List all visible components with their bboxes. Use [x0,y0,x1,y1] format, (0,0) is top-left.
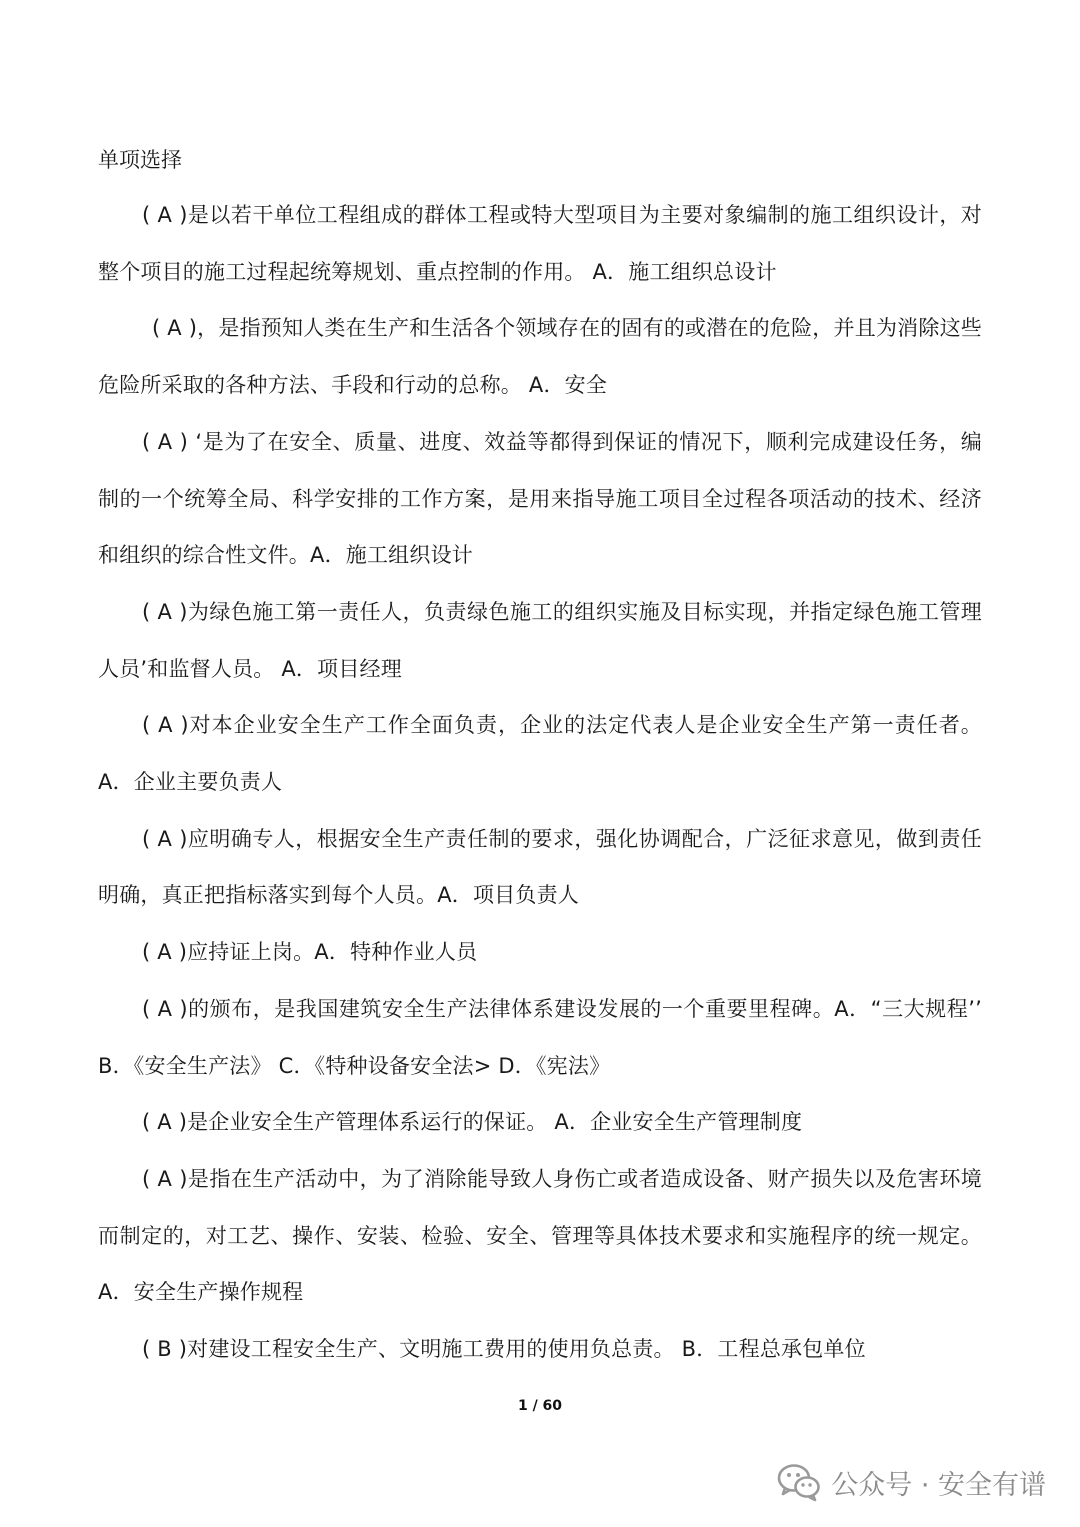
watermark-text: 公众号 · 安全有谱 [831,1469,1046,1501]
question-item: ( A )为绿色施工第一责任人，负责绿色施工的组织实施及目标实现，并指定绿色施工管理人员’和监督人员。 A．项目经理 [98,599,982,681]
question-item: ( A )应持证上岗。A．特种作业人员 [142,940,478,965]
question-item: ( A )对本企业安全生产工作全面负责，企业的法定代表人是企业安全生产第一责任者。A．企业主要负责人 [98,713,982,795]
question-list [98,187,982,1378]
question-item: ( A )，是指预知人类在生产和生活各个领域存在的固有的或潜在的危险，并且为消除这些危险所采取的各种方法、手段和行动的总称。 A．安全 [98,316,982,398]
wechat-icon [777,1462,821,1502]
page-number: 1 / 60 [517,1398,563,1414]
question-item: ( B )对建设工程安全生产、文明施工费用的使用负总责。 B．工程总承包单位 [142,1337,866,1362]
question-item: ( A )是企业安全生产管理体系运行的保证。 A．企业安全生产管理制度 [142,1110,803,1135]
watermark [777,1462,1046,1502]
question-item: ( A ) ‘是为了在安全、质量、进度、效益等都得到保证的情况下，顺利完成建设任务，编制的一个统筹全局、科学安排的工作方案，是用来指导施工项目全过程各项活动的技术、经济和组织的综合性文件。A．施工组织设计 [98,429,982,568]
section-heading: 单项选择 [98,148,182,172]
question-item: ( A )应明确专人，根据安全生产责任制的要求，强化协调配合，广泛征求意见，做到责任明确，真正把指标落实到每个人员。A．项目负责人 [98,826,982,908]
question-item: ( A )是指在生产活动中，为了消除能导致人身伤亡或者造成设备、财产损失以及危害环境而制定的，对工艺、操作、安装、检验、安全、管理等具体技术要求和实施程序的统一规定。A．安全生产操作规程 [98,1166,982,1305]
question-item: ( A )的颁布，是我国建筑安全生产法律体系建设发展的一个重要里程碑。A．“三大规程’’ B．《安全生产法》 C．《特种设备安全法> D．《宪法》 [98,996,982,1078]
question-item: ( A )是以若干单位工程组成的群体工程或特大型项目为主要对象编制的施工组织设计，对整个项目的施工过程起统筹规划、重点控制的作用。 A．施工组织总设计 [98,203,982,284]
